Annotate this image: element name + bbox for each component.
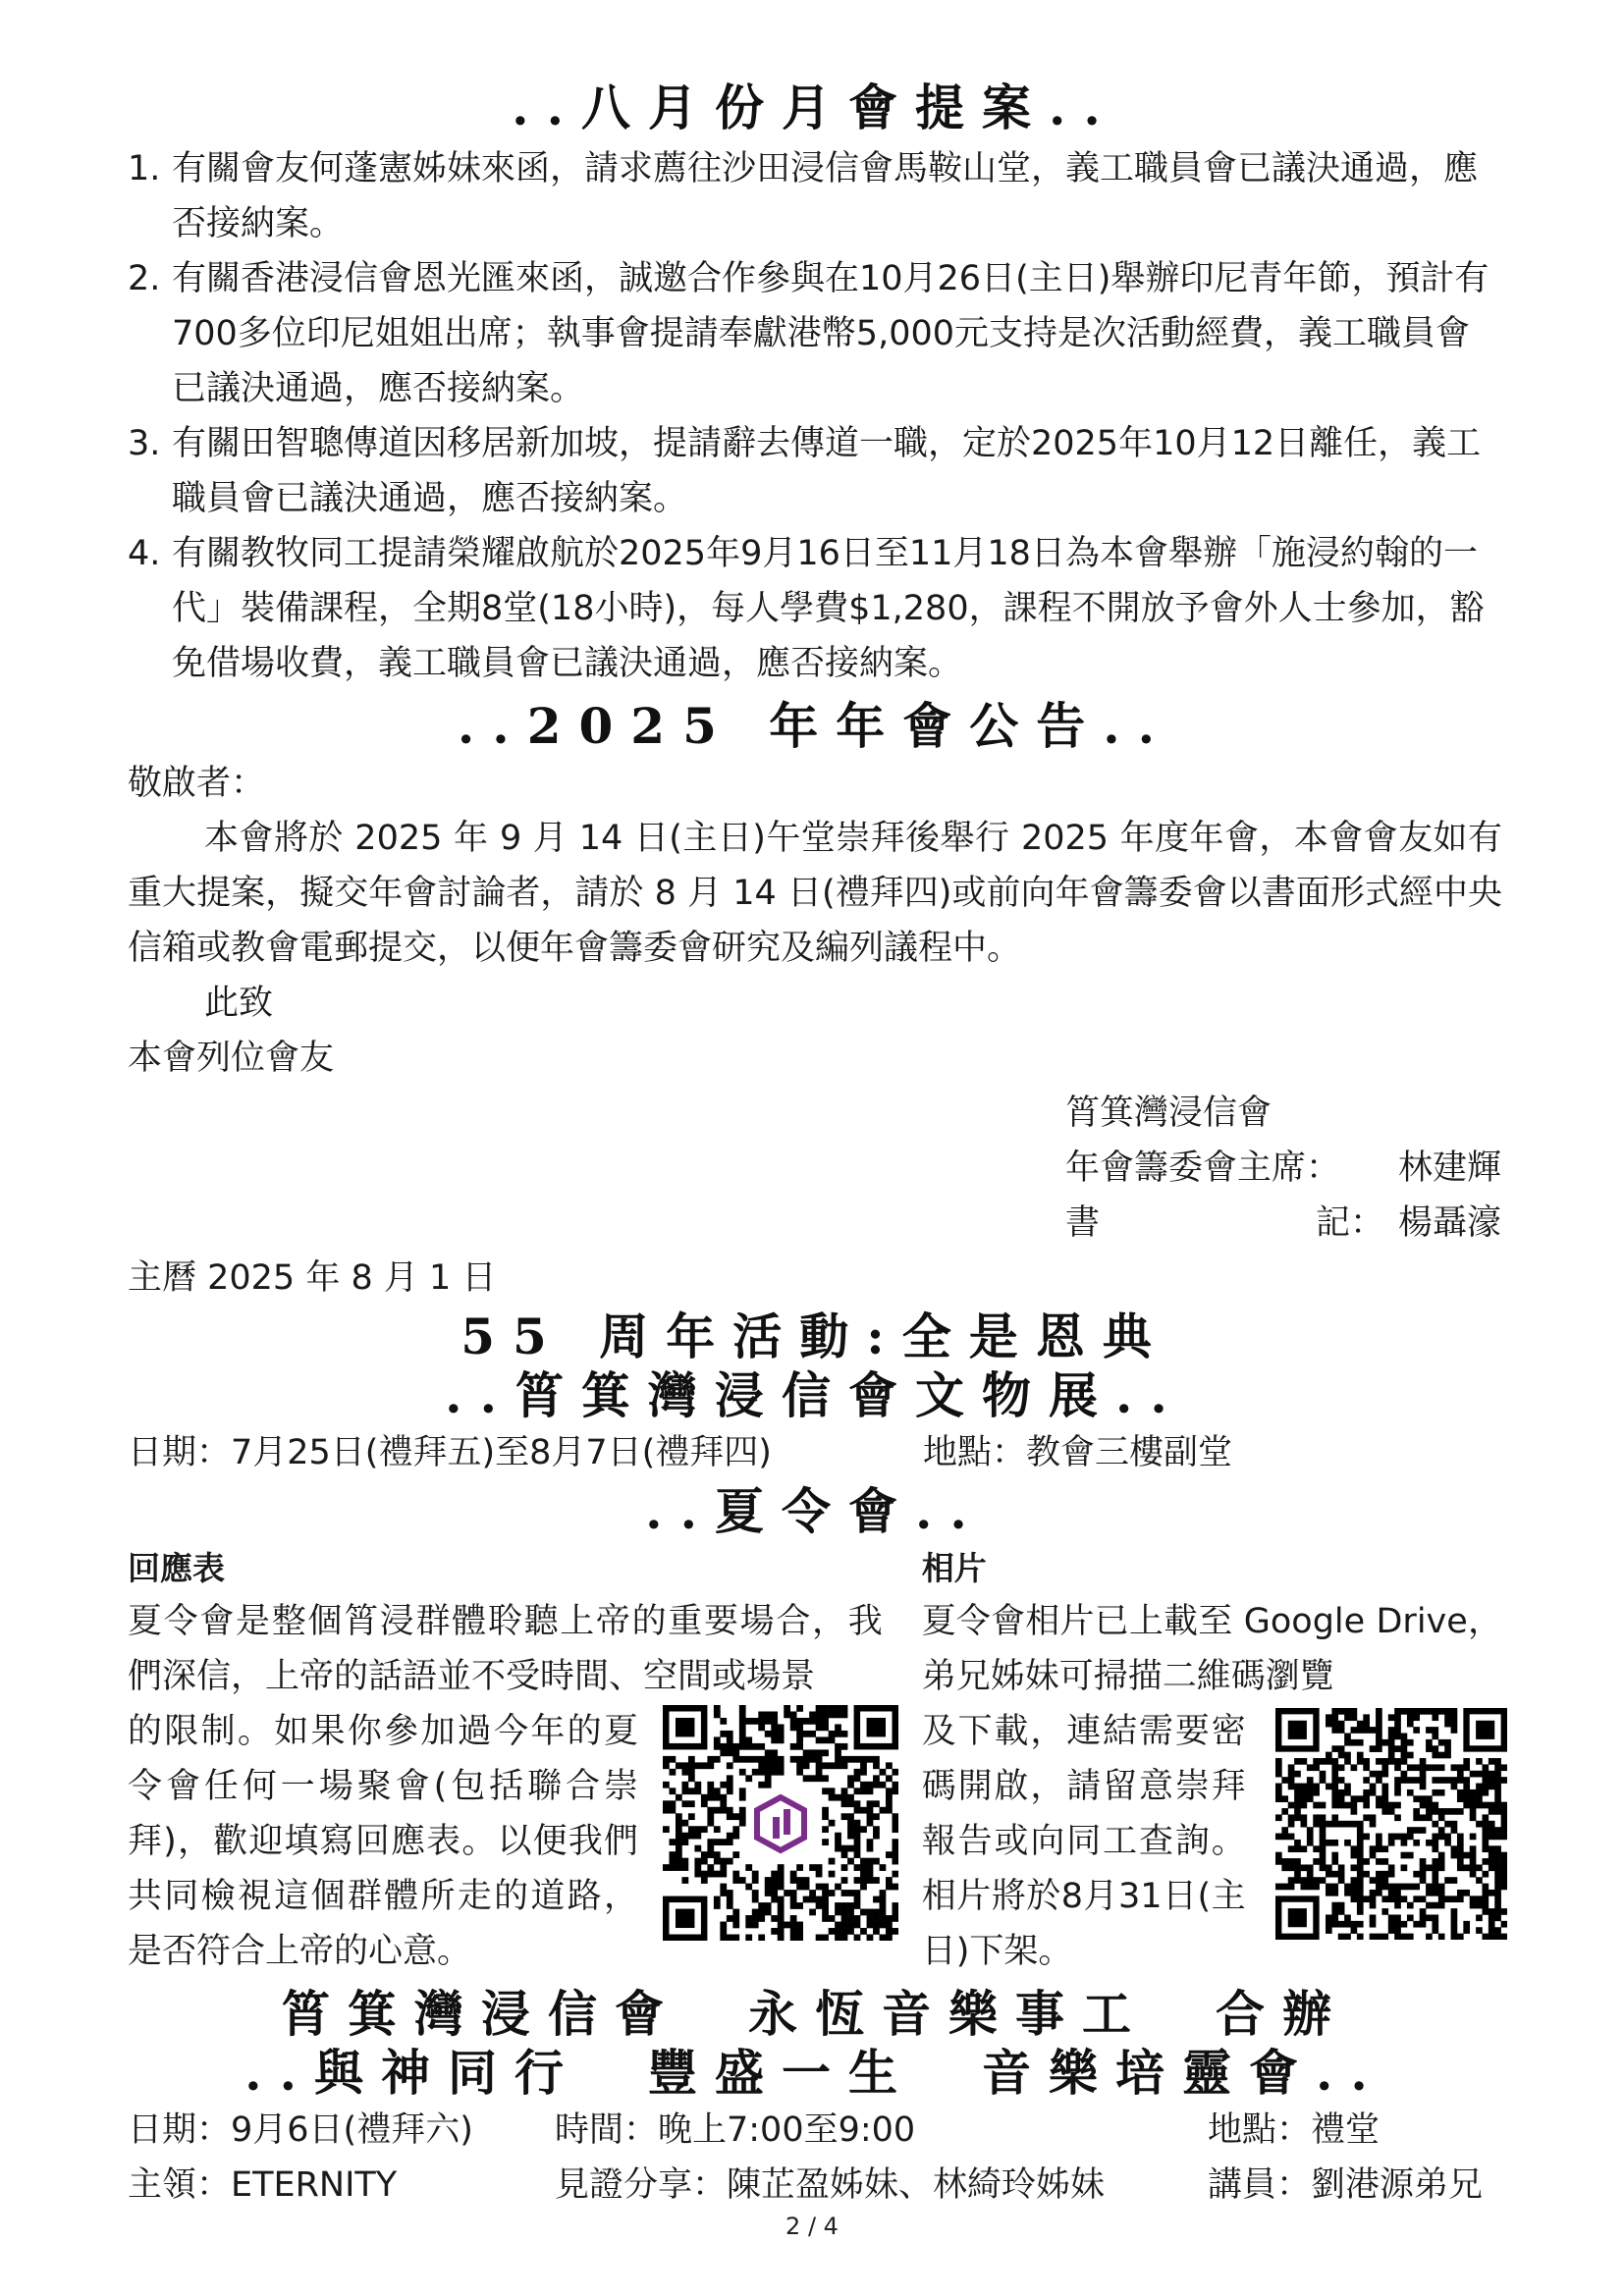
photos-column bbox=[922, 1543, 1502, 1979]
agm-closing: 此致 bbox=[204, 984, 274, 1023]
photos-text-wrap: 及下載，連結需要密碼開啟，請留意崇拜報告或向同工查詢。相片將於8月31日(主日)下架。 bbox=[921, 1712, 1246, 1971]
concert-date: 日期：9月6日(禮拜六) bbox=[128, 2110, 473, 2150]
page-number: 2 / 4 bbox=[785, 2213, 839, 2240]
list-item: 3. 有關田智聰傳道因移居新加坡，提請辭去傳道一職，定於2025年10月12日離任，義工職員會已議決通過，應否接納案。 bbox=[128, 424, 1482, 518]
concert-venue: 地點：禮堂 bbox=[1208, 2110, 1380, 2150]
response-form-heading: 回應表 bbox=[128, 1549, 225, 1587]
secretary-name: 楊聶濠 bbox=[1398, 1203, 1502, 1243]
concert-speaker: 講員：劉港源弟兄 bbox=[1208, 2165, 1484, 2205]
qr-code-icon bbox=[663, 1705, 898, 1941]
agm-addressee: 本會列位會友 bbox=[128, 1039, 335, 1078]
photos-heading: 相片 bbox=[921, 1549, 987, 1587]
exhibition-info bbox=[128, 1425, 1502, 1480]
concert-time: 時間：晚上7:00至9:00 bbox=[555, 2110, 916, 2150]
org-name: 筲箕灣浸信會 bbox=[1065, 1094, 1272, 1133]
list-item: 1. 有關會友何蓬憲姊妹來函，請求薦往沙田浸信會馬鞍山堂，義工職員會已議決通過，應否接納案。 bbox=[128, 149, 1479, 243]
concert-title: 筲箕灣浸信會 永恆音樂事工 合辦 bbox=[281, 1985, 1349, 2043]
exhibition-venue: 地點：教會三樓副堂 bbox=[923, 1433, 1233, 1472]
exhibition-date: 日期：7月25日(禮拜五)至8月7日(禮拜四) bbox=[128, 1433, 772, 1472]
photos-text-top: 夏令會相片已上載至 Google Drive，弟兄姊妹可掃描二維碼瀏覽 bbox=[921, 1602, 1502, 1696]
response-form-column bbox=[128, 1543, 883, 1979]
proposals-list bbox=[128, 141, 1502, 691]
list-item: 4. 有關教牧同工提請榮耀啟航於2025年9月16日至11月18日為本會舉辦「施浸約翰的一代」裝備課程，全期8堂(18小時)，每人學費$1,280，課程不開放予會外人士參加，豁免借場收費，義工職員會已議決通過，應否接納案。 bbox=[128, 534, 1485, 683]
response-qr-code[interactable] bbox=[663, 1705, 898, 1941]
concert-info-row-2 bbox=[128, 2158, 1502, 2213]
proposals-title: ..八月份月會提案.. bbox=[512, 79, 1118, 136]
exhibition-title: 55 周年活動:全是恩典 bbox=[460, 1308, 1169, 1365]
chair-name: 林建輝 bbox=[1398, 1148, 1502, 1188]
agm-date: 主曆 2025 年 8 月 1 日 bbox=[128, 1258, 497, 1298]
response-form-text-wrap: 的限制。如果你參加過今年的夏令會任何一場聚會(包括聯合崇拜)，歡迎填寫回應表。以便我們共同檢視這個群體所走的道路，是否符合上帝的心意。 bbox=[128, 1712, 638, 1971]
concert-testimony: 見證分享：陳芷盈姊妹、林綺玲姊妹 bbox=[555, 2165, 1106, 2205]
concert-info-row-1 bbox=[128, 2103, 1502, 2158]
agm-signature bbox=[1065, 1086, 1502, 1251]
concert-leader: 主領：ETERNITY bbox=[128, 2165, 398, 2205]
secretary-label: 書 記： bbox=[1065, 1203, 1384, 1243]
agm-title: ..2025 年年會公告.. bbox=[457, 697, 1173, 755]
agm-body: 本會將於 2025 年 9 月 14 日(主日)午堂崇拜後舉行 2025 年度年會，本會會友如有重大提案，擬交年會討論者，請於 8 月 14 日(禮拜四)或前向年會籌委會以書面形式經中央信箱或教會電郵提交，以便年會籌委會研究及編列議程中。 bbox=[128, 819, 1502, 968]
exhibition-subtitle: ..筲箕灣浸信會文物展.. bbox=[445, 1366, 1185, 1424]
response-form-text-top: 夏令會是整個筲浸群體聆聽上帝的重要場合，我們深信，上帝的話語並不受時間、空間或場景 bbox=[128, 1602, 883, 1696]
bulletin-page bbox=[128, 79, 1502, 2213]
agm-salutation: 敬啟者： bbox=[128, 764, 266, 803]
summer-section bbox=[128, 1543, 1502, 1979]
summer-title: ..夏令會.. bbox=[645, 1482, 985, 1540]
qr-code-icon bbox=[1275, 1708, 1507, 1940]
photos-qr-code[interactable] bbox=[1275, 1708, 1507, 1940]
concert-subtitle: ..與神同行 豐盛一生 音樂培靈會.. bbox=[244, 2044, 1385, 2102]
chair-label: 年會籌委會主席： bbox=[1065, 1148, 1341, 1188]
list-item: 2. 有關香港浸信會恩光匯來函，誠邀合作參與在10月26日(主日)舉辦印尼青年節，預計有700多位印尼姐姐出席；執事會提請奉獻港幣5,000元支持是次活動經費，義工職員會已議決通過，應否接納案。 bbox=[128, 259, 1489, 408]
